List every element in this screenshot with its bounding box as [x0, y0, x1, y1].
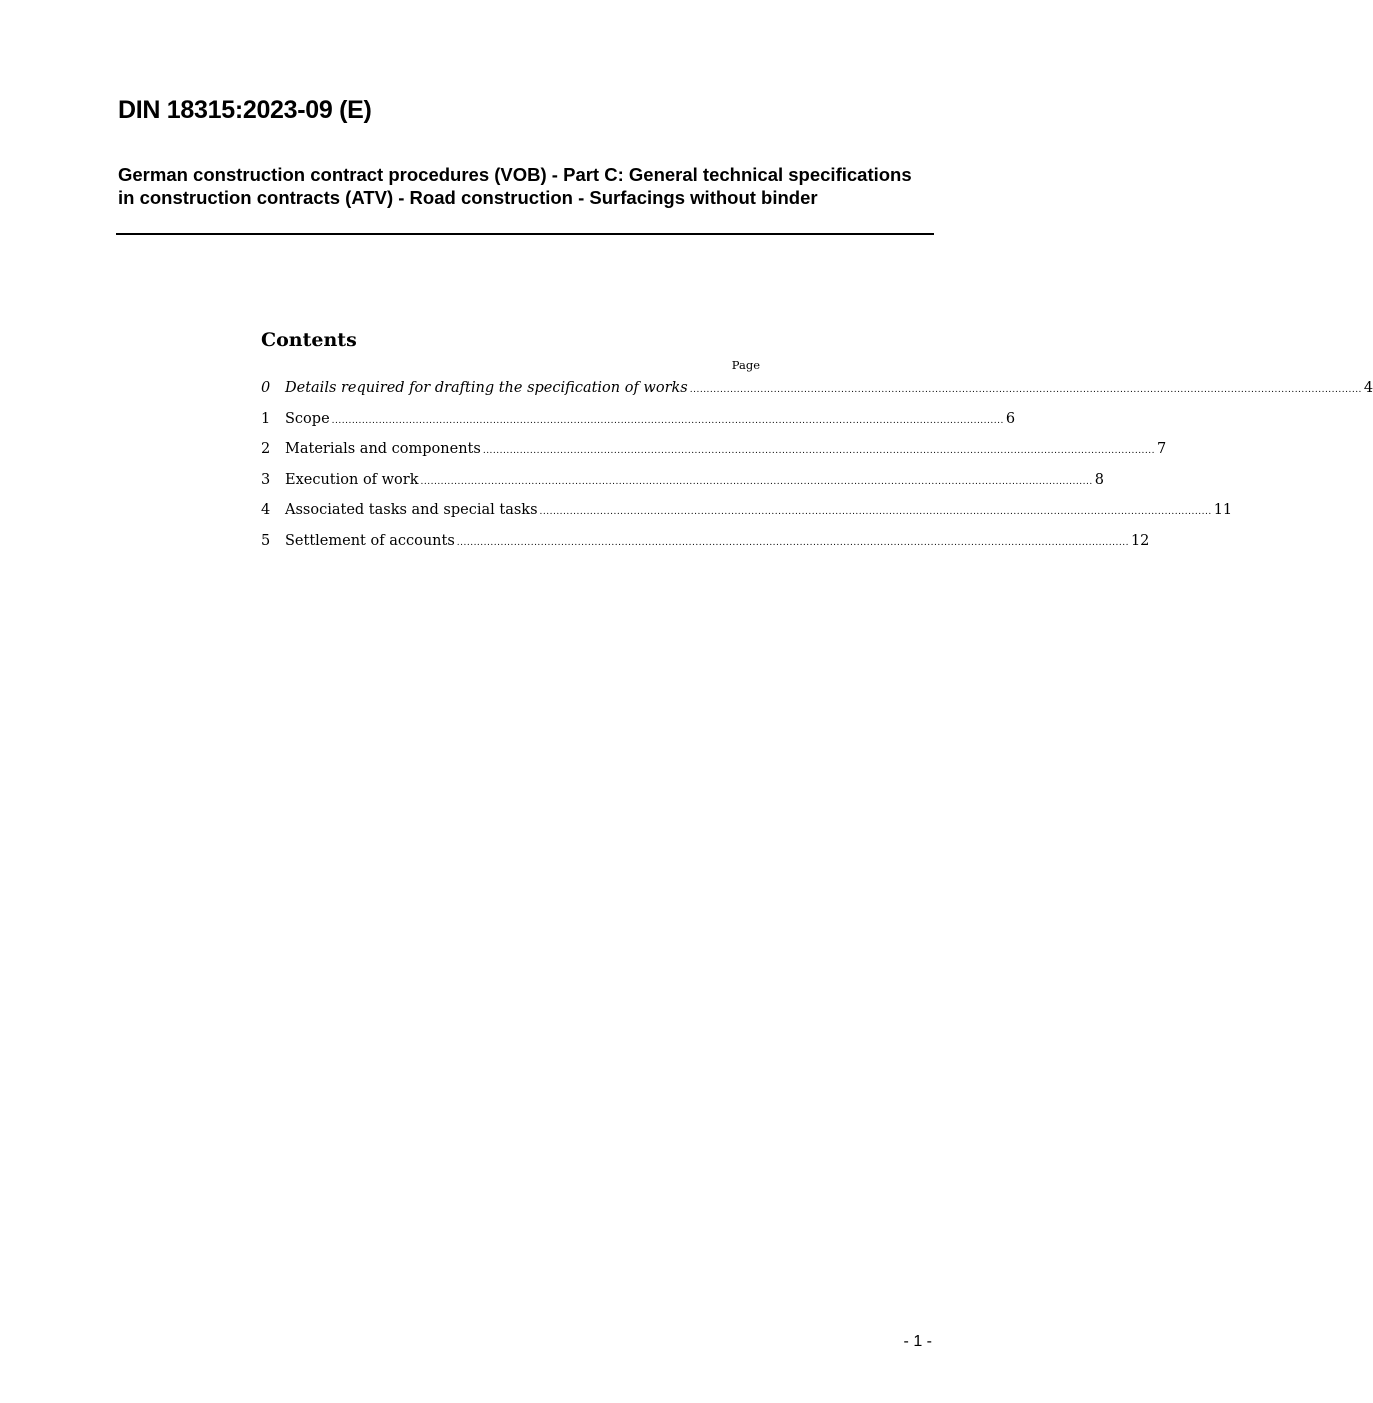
toc-entry-scope[interactable] [261, 409, 1016, 440]
toc-dot-leader: ........................................................................................................................................................................................................ [456, 537, 1129, 548]
toc-dot-leader: ........................................................................................................................................................................................................ [420, 476, 1093, 487]
toc-heading: Contents [261, 329, 357, 351]
toc-list [261, 378, 1373, 561]
toc-entry-number: 3 [261, 471, 271, 488]
toc-entry-page: 6 [1005, 410, 1016, 427]
toc-page-column-label: Page [731, 358, 760, 372]
toc-entry-number: 4 [261, 502, 271, 518]
toc-entry-label: Execution of work [285, 471, 419, 488]
toc-entry-label: Details required for drafting the specification of works [285, 380, 688, 396]
toc-dot-leader: ........................................................................................................................................................................................................ [482, 446, 1155, 456]
toc-entry-label: Materials and components [285, 441, 481, 457]
toc-entry-page: 4 [1363, 380, 1373, 396]
toc-dot-leader: ........................................................................................................................................................................................................ [689, 385, 1362, 395]
table-of-contents [261, 326, 1373, 561]
page-number: - 1 - [903, 1333, 932, 1350]
toc-entry-label: Settlement of accounts [285, 532, 455, 549]
toc-entry-number: 0 [261, 380, 271, 396]
toc-entry-number: 5 [261, 532, 271, 549]
toc-entry-page: 12 [1130, 532, 1150, 549]
toc-entry-page: 7 [1157, 441, 1167, 457]
toc-entry-label: Scope [285, 410, 330, 427]
document-title: DIN 18315:2023-09 (E) [118, 96, 372, 124]
toc-entry-number: 2 [261, 441, 271, 457]
toc-dot-leader: ........................................................................................................................................................................................................ [539, 507, 1212, 517]
toc-entry-page: 11 [1213, 502, 1233, 518]
toc-entry-number: 1 [261, 410, 271, 427]
toc-entry-details-required[interactable] [261, 378, 1373, 409]
toc-entry-label: Associated tasks and special tasks [285, 502, 538, 518]
title-underline-divider [116, 233, 934, 235]
document-subtitle: German construction contract procedures (VOB) - Part C: General technical specifications in construction contracts (ATV) - Road construction - Surfacings without binder [118, 164, 912, 208]
toc-entry-materials-and-components[interactable] [261, 439, 1167, 470]
toc-entry-associated-tasks[interactable] [261, 500, 1233, 531]
toc-dot-leader: ........................................................................................................................................................................................................ [331, 415, 1004, 426]
toc-entry-page: 8 [1094, 471, 1104, 488]
toc-entry-execution-of-work[interactable] [261, 470, 1104, 501]
toc-entry-settlement-of-accounts[interactable] [261, 531, 1150, 562]
